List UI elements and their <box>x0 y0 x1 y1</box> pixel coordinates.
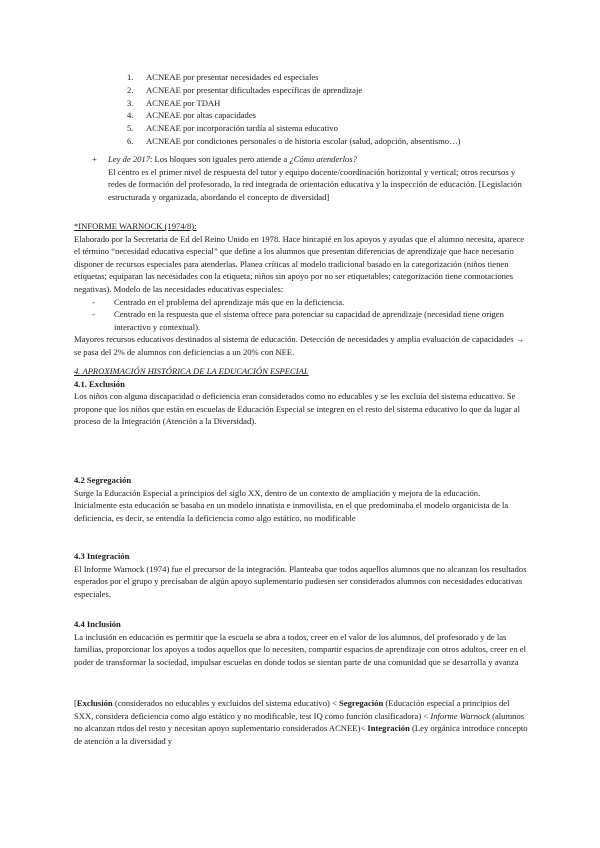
history-section <box>74 365 528 428</box>
warnock-body: Elaborado por la Secretaria de Ed del Reino Unido en 1978. Hace hincapié en los apoyos y ayudas que el alumno necesita, aparece el término “necesidad educativa especial” que define a los alumnos que presentan diferencias de aprendizaje que hace necesario disponer de recursos especiales para atenderlas. Planea críticas al modelo tradicional basado en la categorización (niños tienen etiquetas; equiparan las necesidades con la etiqueta; niños sin apoyo por no ser etiquetables; categorización tiene connotaciones negativas). Modelo de las necesidades educativas especiales: <box>74 233 525 294</box>
inclusion-body: La inclusión en educación es permitir que la escuela se abra a todos, creer en el valor de los alumnos, del profesorado y de las familias, proporcionar los apoyos a todos aquellos que lo necesiten, compartir espacios de aprendizaje con otros adultos, creer en el poder de transformar la sociedad, impulsar escuelas en donde todos se sientan parte de una comunidad que se desarrolla y avanza <box>74 631 526 667</box>
ley-2017-question: ¿Cómo atenderlos? <box>289 154 357 164</box>
acneae-list <box>0 71 600 148</box>
ley-2017-text: : Los bloques son iguales pero atiende a <box>150 154 290 164</box>
summary-bracket: [ <box>74 698 77 708</box>
list-number: 3. <box>127 97 134 108</box>
list-item <box>0 135 600 148</box>
summary-term: Exclusión <box>76 698 113 708</box>
list-number: 4. <box>127 110 134 121</box>
summary-text: (alumnos no alcanzan rtdos del resto y necesitan apoyo suplementario considerados ACNEE)< <box>74 710 525 734</box>
exclusion-title: 4.1. Exclusión <box>74 378 125 389</box>
summary-text: (considerados no educables y excluidos del sistema educativo) < <box>112 698 340 708</box>
list-text: ACNEAE por condiciones personales o de historia escolar (salud, adopción, absentismo…) <box>146 135 461 146</box>
warnock-section <box>74 220 528 359</box>
summary-term: Integración <box>367 723 410 734</box>
summary-paragraph <box>74 697 528 747</box>
list-item <box>0 122 600 135</box>
list-item <box>0 84 600 97</box>
list-item <box>0 97 600 110</box>
dash-bullet-icon: - <box>92 309 95 320</box>
dash-bullet-icon: - <box>92 296 95 307</box>
list-text: ACNEAE por TDAH <box>146 97 221 108</box>
list-item <box>0 71 600 84</box>
ley-2017-block <box>92 153 528 203</box>
segregacion-body: Surge la Educación Especial a principios del siglo XX, dentro de un contexto de ampliación y mejora de la educación. <box>74 487 481 498</box>
integracion-body: El Informe Warnock (1974) fue el precursor de la integración. Planteaba que todos aquellos alumnos que no alcanzan los resultados esperados por el grupo y precisaban de algún apoyo suplementario pudiesen ser considerados alumnos con necesidades educativas especiales. <box>74 563 527 599</box>
warnock-item <box>74 308 528 333</box>
ley-2017-title: Ley de 2017 <box>108 154 151 164</box>
list-number: 2. <box>127 84 134 95</box>
summary-text: (Educación especial a principios del SXX, considera deficiencia como algo estático y no modificable, test IQ como función clasificadora) < <box>74 698 510 721</box>
segregacion-section <box>74 474 528 524</box>
inclusion-section <box>74 618 528 668</box>
segregacion-title: 4.2 Segregación <box>74 475 132 485</box>
list-text: ACNEAE por presentar dificultades específicas de aprendizaje <box>146 84 363 95</box>
list-text: ACNEAE por presentar necesidades ed especiales <box>146 72 319 82</box>
list-text: ACNEAE por altas capacidades <box>146 110 257 121</box>
integracion-title: 4.3 Integración <box>74 551 130 561</box>
warnock-closing: Mayores recursos educativos destinados al sistema de educación. Detección de necesidades y amplia evaluación de capacidades → se pasa del 2% de alumnos con deficiencias a un 20% con NEE. <box>74 334 525 357</box>
summary-term: Informe Warnock <box>430 710 490 721</box>
list-item <box>0 109 600 122</box>
ley-2017-body: El centro es el primer nivel de respuesta del tutor y equipo docente/coordinación horizontal y vertical; otros recursos y redes de formación del profesorado, la red integrada de orientación educativa y la inspección de educación. [Legislación estructurada y organizada, abordando el concepto de diversidad] <box>108 166 522 202</box>
list-number: 6. <box>127 135 134 146</box>
list-number: 1. <box>127 72 134 82</box>
warnock-heading: *INFORME WARNOCK (1974/8): <box>74 221 197 231</box>
history-heading: 4. APROXIMACIÓN HISTÓRICA DE LA EDUCACIÓN ESPECIAL <box>74 366 309 376</box>
inclusion-title: 4.4 Inclusión <box>74 619 121 629</box>
plus-bullet-icon: + <box>92 154 97 164</box>
ley-2017-line <box>92 153 528 166</box>
list-number: 5. <box>127 123 134 134</box>
warnock-item <box>74 296 528 309</box>
integracion-section <box>74 550 528 600</box>
warnock-item-text: Centrado en el problema del aprendizaje más que en la deficiencia. <box>114 296 345 307</box>
warnock-item-text: Centrado en la respuesta que el sistema ofrece para potenciar su capacidad de aprendizaje (necesidad tiene origen interactivo y contextual). <box>114 309 504 332</box>
summary-term: Segregación <box>339 698 384 708</box>
exclusion-body: Los niños con alguna discapacidad o deficiencia eran considerados como no educables y se les excluía del sistema educativo. Se propone que los niños que están en escuelas de Educación Especial se integren en el resto del sistema educativo lo que da lugar al proceso de la Integración (Atención a la Diversidad). <box>74 391 521 427</box>
summary-text: (Ley orgánica introduce concepto de atención a la diversidad y <box>74 723 528 746</box>
segregacion-body: Inicialmente esta educación se basaba en un modelo innatista e inmovilista, en el que predominaba el modelo organicista de la deficiencia, es decir, se entendía la deficiencia como algo estático, no modificable <box>74 500 509 523</box>
list-text: ACNEAE por incorporación tardía al sistema educativo <box>146 123 338 134</box>
